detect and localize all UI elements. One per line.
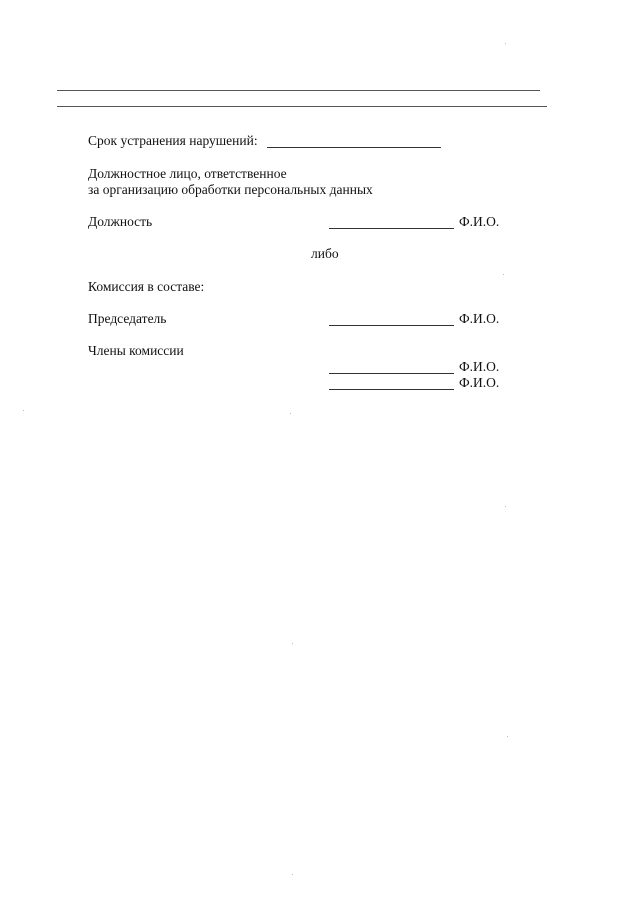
position-blank [329, 228, 454, 229]
scan-speck [290, 413, 291, 414]
responsible-line-2: за организацию обработки персональных данных [88, 182, 373, 197]
position-fio: Ф.И.О. [459, 214, 500, 229]
scan-speck [507, 736, 508, 737]
blank-line-1 [57, 90, 540, 91]
chairman-fio: Ф.И.О. [459, 311, 500, 326]
member-2-fio: Ф.И.О. [459, 375, 500, 390]
member-1-fio: Ф.И.О. [459, 359, 500, 374]
scan-speck [503, 274, 504, 275]
responsible-line-1: Должностное лицо, ответственное [88, 166, 287, 181]
or-label: либо [311, 246, 339, 261]
members-label: Члены комиссии [88, 343, 184, 358]
scan-speck [505, 43, 506, 44]
position-label: Должность [88, 214, 153, 229]
deadline-label: Срок устранения нарушений: [88, 133, 258, 148]
chairman-blank [329, 325, 454, 326]
scan-speck [23, 410, 24, 411]
scan-speck [505, 506, 506, 507]
blank-line-2 [57, 106, 547, 107]
scan-speck [292, 643, 293, 644]
chairman-label: Председатель [88, 311, 167, 326]
deadline-blank [267, 147, 441, 148]
member-1-blank [329, 373, 454, 374]
member-2-blank [329, 389, 454, 390]
scan-speck [292, 874, 293, 875]
commission-label: Комиссия в составе: [88, 279, 205, 294]
